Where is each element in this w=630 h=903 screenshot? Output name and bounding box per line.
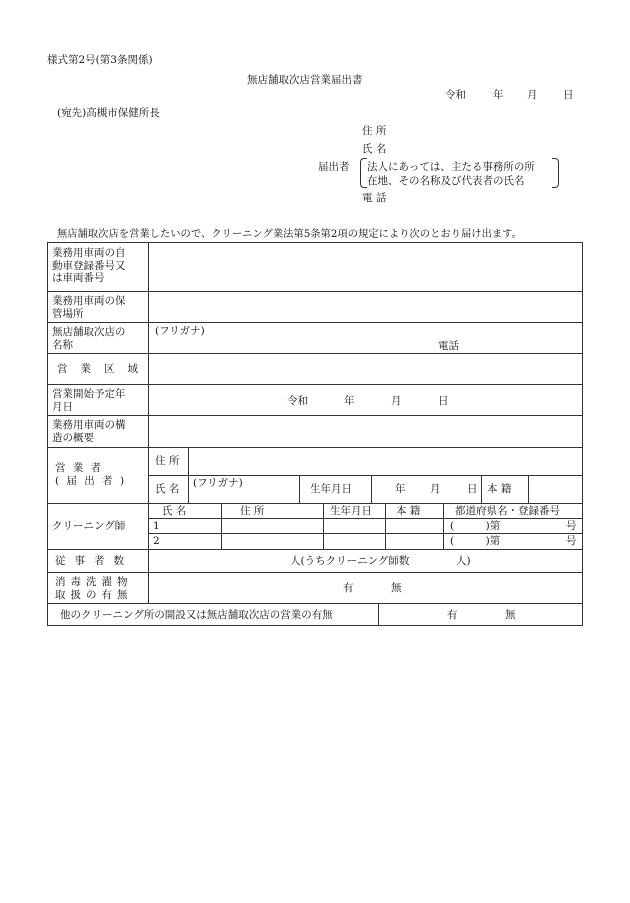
area-field[interactable]: [150, 355, 581, 383]
col-divider: [299, 475, 300, 503]
row-divider: [47, 322, 583, 323]
applicant-label: 届出者: [318, 161, 350, 173]
col-divider: [221, 503, 222, 549]
row-divider: [47, 549, 583, 550]
start-year: 年: [344, 395, 355, 407]
intro-text: 無店舗取次店を営業したいので、クリーニング業法第5条第2項の規定により次のとおり届け出ます。: [57, 228, 522, 240]
date-month: 月: [527, 89, 538, 101]
corp-note-line-2: 在地、その名称及び代表者の氏名: [367, 175, 525, 187]
operator-birth-label: 生年月日: [310, 483, 352, 495]
start-date-label: 営業開始予定年 月日: [52, 388, 126, 413]
start-day: 日: [438, 395, 449, 407]
cleaner-address-header: 住 所: [240, 505, 265, 517]
form-number: 様式第2号(第3条関係): [47, 54, 153, 66]
addressee: (宛先)高槻市保健所長: [57, 107, 160, 119]
area-label: 営業区域: [57, 363, 151, 375]
disinfect-yes[interactable]: 有: [343, 582, 354, 594]
row-divider: [47, 291, 583, 292]
start-month: 月: [391, 395, 402, 407]
disinfect-no[interactable]: 無: [391, 582, 402, 594]
row-divider: [148, 518, 583, 519]
form-title: 無店舗取次店営業届出書: [247, 74, 363, 86]
applicant-name-label: 氏 名: [362, 143, 387, 155]
storage-label: 業務用車両の保 管場所: [52, 295, 126, 320]
operator-birth-year: 年: [395, 483, 406, 495]
cleaner-domicile-header: 本 籍: [396, 505, 421, 517]
structure-field[interactable]: [150, 417, 581, 446]
cleaner-reg-header: 都道府県名・登録番号: [455, 505, 560, 517]
col-divider: [481, 475, 482, 503]
operator-label: 営 業 者 ( 届 出 者 ): [55, 462, 127, 487]
col-divider: [188, 447, 189, 503]
storage-field[interactable]: [150, 293, 581, 321]
row-divider: [47, 384, 583, 385]
col-divider: [443, 503, 444, 549]
col-divider: [528, 475, 529, 503]
operator-birth-day: 日: [467, 483, 478, 495]
cleaner-birth-header: 生年月日: [330, 505, 372, 517]
operator-domicile-label: 本 籍: [487, 483, 512, 495]
shop-name-field[interactable]: [150, 324, 581, 352]
shop-name-label: 無店舗取次店の 名称: [52, 326, 126, 351]
cleaner-row-2-reg: ( )第: [450, 535, 501, 547]
vehicle-no-label: 業務用車両の自 動車登録番号又 は車両番号: [52, 247, 126, 284]
cleaner-row-1-go: 号: [566, 520, 577, 532]
cleaner-row-2-go: 号: [566, 535, 577, 547]
cleaner-row-2-no: 2: [153, 535, 160, 547]
cleaner-row-1-reg: ( )第: [450, 520, 501, 532]
cleaner-label: クリーニング師: [52, 520, 126, 532]
staff-value: 人(うちクリーニング師数: [290, 555, 410, 567]
corp-note-line-1: 法人にあっては、主たる事務所の所: [367, 161, 535, 173]
shop-furigana-label: (フリガナ): [155, 325, 205, 337]
vehicle-no-field[interactable]: [150, 244, 581, 289]
row-divider: [148, 533, 583, 534]
applicant-phone-label: 電 話: [362, 192, 387, 204]
date-day: 日: [563, 89, 574, 101]
row-divider: [47, 353, 583, 354]
operator-address-label: 住 所: [155, 455, 180, 467]
operator-birth-month: 月: [430, 483, 441, 495]
start-era: 令和: [287, 395, 308, 407]
other-no[interactable]: 無: [505, 609, 516, 621]
operator-address-field[interactable]: [190, 449, 581, 474]
col-divider: [323, 503, 324, 549]
row-divider: [47, 503, 583, 504]
row-divider: [47, 415, 583, 416]
row-divider: [47, 572, 583, 573]
corp-note-bracket-left: [360, 158, 367, 188]
date-era: 令和: [445, 89, 466, 101]
corp-note-bracket-right: [552, 158, 559, 188]
col-divider: [378, 603, 379, 626]
other-facility-label: 他のクリーニング所の開設又は無店舗取次店の営業の有無: [60, 609, 333, 621]
applicant-address-label: 住 所: [362, 125, 387, 137]
row-divider: [47, 447, 583, 448]
row-divider: [148, 475, 583, 476]
col-divider: [148, 242, 149, 603]
shop-phone-label: 電話: [438, 340, 459, 352]
staff-value-end: 人): [456, 555, 471, 567]
operator-furigana-label: (フリガナ): [193, 477, 243, 489]
staff-label: 従事者数: [55, 555, 133, 567]
col-divider: [385, 503, 386, 549]
operator-name-label: 氏 名: [155, 483, 180, 495]
disinfect-label: 消毒洗濯物 取扱の有無: [55, 576, 133, 601]
cleaner-name-header: 氏 名: [162, 505, 187, 517]
cleaner-row-1-no: 1: [153, 520, 160, 532]
structure-label: 業務用車両の構 造の概要: [52, 419, 126, 444]
col-divider: [371, 475, 372, 503]
other-yes[interactable]: 有: [447, 609, 458, 621]
row-divider: [47, 603, 583, 604]
date-year: 年: [493, 89, 504, 101]
